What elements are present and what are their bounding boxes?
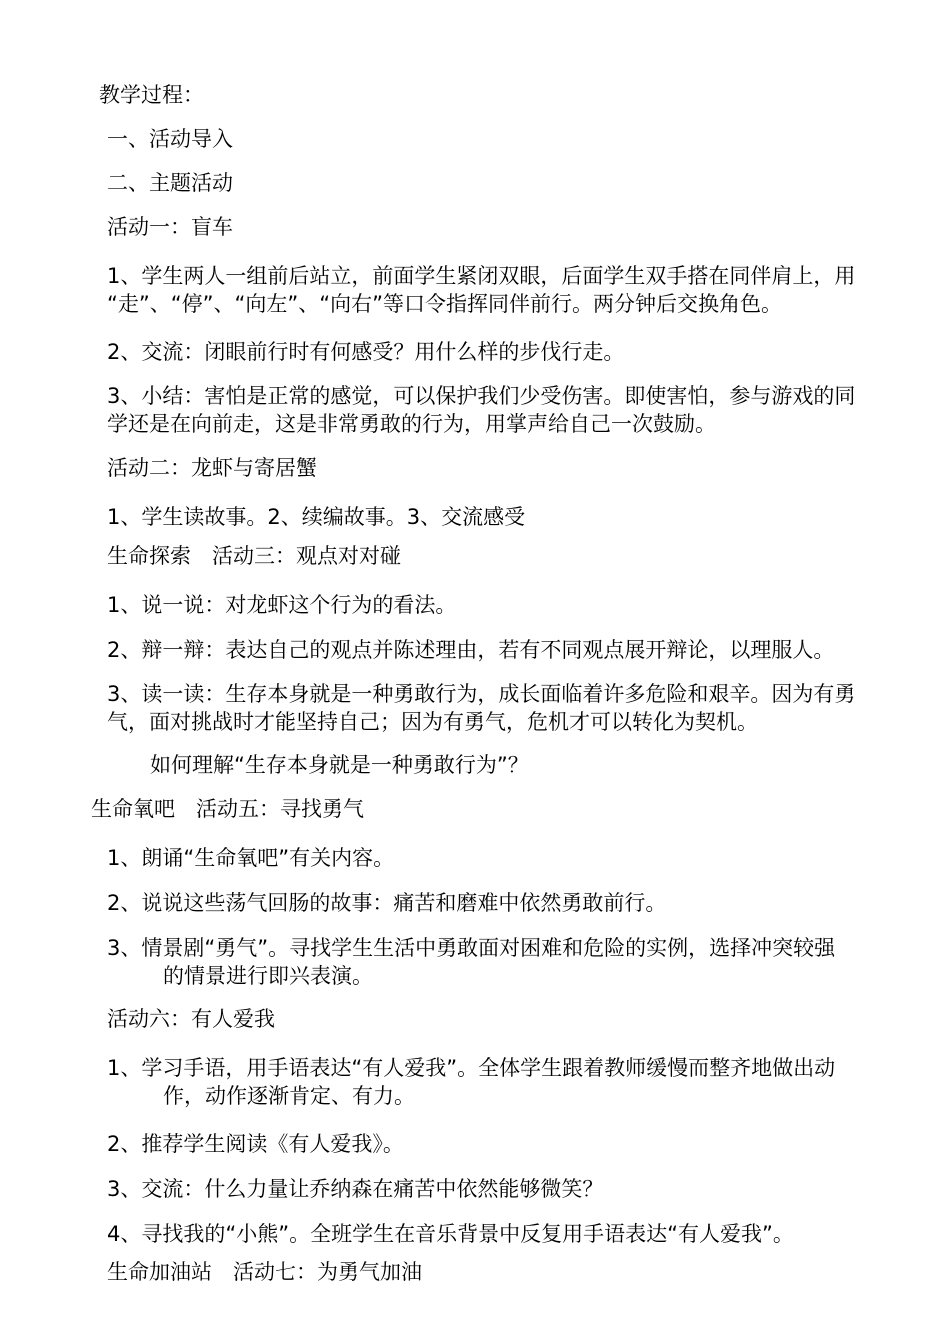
section-title: 一、活动导入: [107, 127, 233, 151]
paragraph-line: 3、交流：什么力量让乔纳森在痛苦中依然能够微笑？: [107, 1177, 604, 1201]
paragraph-line: 1、朗诵“生命氧吧”有关内容。: [107, 846, 395, 870]
paragraph-line: 1、学习手语，用手语表达“有人爱我”。全体学生跟着教师缓慢而整齐地做出动: [107, 1056, 836, 1080]
paragraph-line: 2、推荐学生阅读《有人爱我》。: [107, 1132, 404, 1156]
section-title: 二、主题活动: [107, 171, 233, 195]
paragraph-line: 3、情景剧“勇气”。寻找学生生活中勇敢面对困难和危险的实例，选择冲突较强: [107, 936, 836, 960]
paragraph-line: 1、说一说：对龙虾这个行为的看法。: [107, 593, 457, 617]
paragraph-line: 1、学生读故事。2、续编故事。3、交流感受: [107, 505, 526, 529]
question-line: 如何理解“生存本身就是一种勇敢行为”？: [150, 753, 529, 777]
paragraph-line: “走”、“停”、“向左”、“向右”等口令指挥同伴前行。两分钟后交换角色。: [107, 292, 783, 316]
paragraph-line: 4、寻找我的“小熊”。全班学生在音乐背景中反复用手语表达“有人爱我”。: [107, 1222, 794, 1246]
paragraph-line: 3、小结：害怕是正常的感觉，可以保护我们少受伤害。即使害怕，参与游戏的同: [107, 384, 856, 408]
heading: 教学过程：: [99, 83, 204, 107]
paragraph-line: 作，动作逐渐肯定、有力。: [163, 1084, 415, 1108]
paragraph-line: 2、交流：闭眼前行时有何感受？用什么样的步伐行走。: [107, 340, 625, 364]
paragraph-line: 学还是在向前走，这是非常勇敢的行为，用掌声给自己一次鼓励。: [107, 412, 716, 436]
activity-title: 活动二：龙虾与寄居蟹: [107, 456, 317, 480]
paragraph-line: 2、说说这些荡气回肠的故事：痛苦和磨难中依然勇敢前行。: [107, 891, 667, 915]
activity-title: 生命探索 活动三：观点对对碰: [107, 544, 401, 568]
paragraph-line: 1、学生两人一组前后站立，前面学生紧闭双眼，后面学生双手搭在同伴肩上，用: [107, 264, 856, 288]
paragraph-line: 2、辩一辩：表达自己的观点并陈述理由，若有不同观点展开辩论，以理服人。: [107, 638, 835, 662]
activity-title: 生命加油站 活动七：为勇气加油: [107, 1260, 422, 1284]
activity-title: 活动一：盲车: [107, 215, 233, 239]
paragraph-line: 气，面对挑战时才能坚持自己；因为有勇气，危机才可以转化为契机。: [107, 710, 758, 734]
paragraph-line: 3、读一读：生存本身就是一种勇敢行为，成长面临着许多危险和艰辛。因为有勇: [107, 682, 856, 706]
activity-title: 生命氧吧 活动五：寻找勇气: [91, 797, 364, 821]
activity-title: 活动六：有人爱我: [107, 1007, 275, 1031]
paragraph-line: 的情景进行即兴表演。: [163, 964, 373, 988]
